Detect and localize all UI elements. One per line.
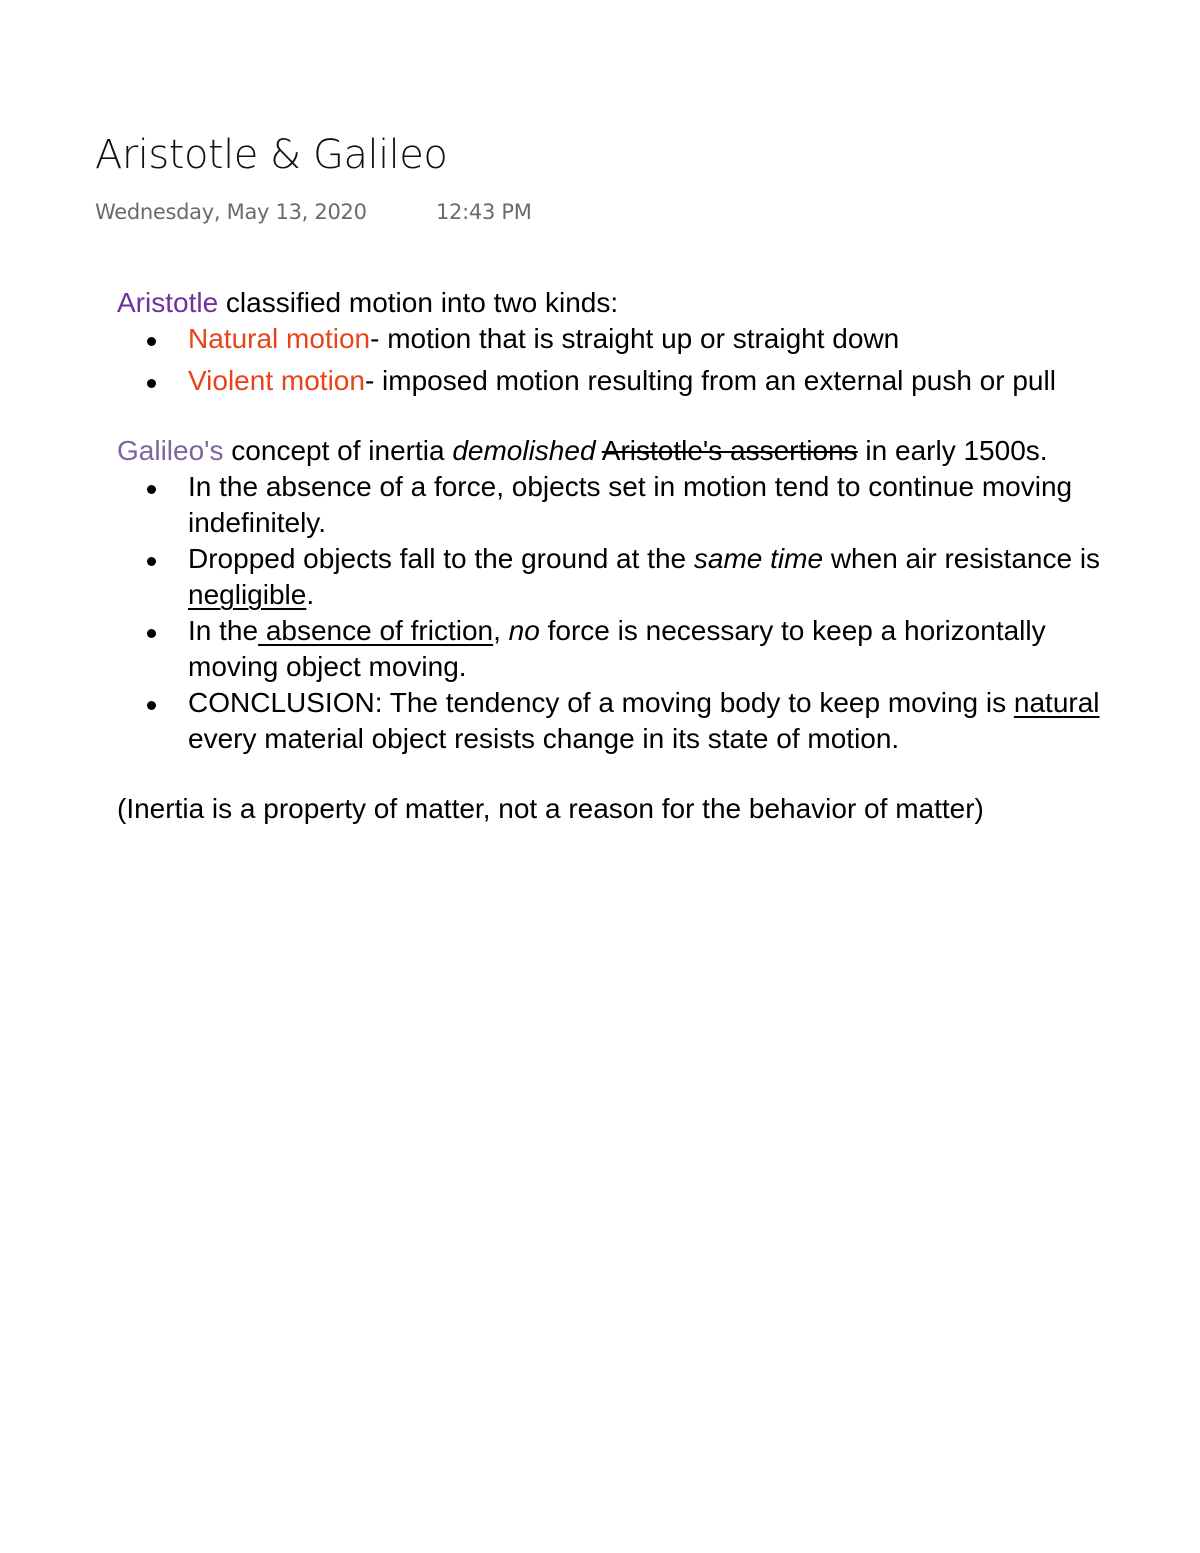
page-date: Wednesday, May 13, 2020	[95, 200, 367, 224]
aristotle-intro-text: classified motion into two kinds:	[218, 287, 619, 318]
violent-motion-text: - imposed motion resulting from an external push or pull	[364, 365, 1056, 396]
galileo-intro-text-a: concept of inertia	[223, 435, 453, 466]
bullet-line	[188, 613, 1200, 649]
bullet-line	[188, 685, 1200, 721]
text-run: .	[306, 579, 315, 610]
galileo-intro	[117, 433, 1200, 469]
underlined-text: negligible	[188, 579, 307, 610]
galileo-intro-italic: demolished	[452, 435, 596, 466]
natural-motion-term: Natural motion	[188, 323, 371, 354]
list-item	[117, 613, 1200, 685]
galileo-name: Galileo's	[117, 435, 224, 466]
aristotle-name: Aristotle	[117, 287, 219, 318]
bullet-icon	[147, 701, 156, 710]
bullet-line: moving object moving.	[188, 651, 467, 682]
bullet-line: every material object resists change in its state of motion.	[188, 723, 900, 754]
bullet-line: In the absence of a force, objects set in motion tend to continue moving	[188, 471, 1073, 502]
underlined-text: natural	[1013, 687, 1100, 718]
galileo-intro-text-b: in early 1500s.	[857, 435, 1048, 466]
text-run: ,	[493, 615, 509, 646]
spacer	[117, 757, 1200, 791]
text-run: In the	[188, 615, 259, 646]
list-item	[117, 685, 1200, 757]
bullet-line	[188, 541, 1200, 577]
spacer	[117, 399, 1200, 433]
page-time: 12:43 PM	[436, 200, 532, 224]
list-item	[117, 363, 1200, 399]
underlined-text: absence of friction	[258, 615, 494, 646]
list-item	[117, 541, 1200, 613]
bullet-line: indefinitely.	[188, 507, 327, 538]
text-run: Dropped objects fall to the ground at the	[188, 543, 694, 574]
violent-motion-term: Violent motion	[188, 365, 365, 396]
text-run: when air resistance is	[823, 543, 1101, 574]
aristotle-intro	[117, 285, 1200, 321]
text-run: force is necessary to keep a horizontally	[539, 615, 1046, 646]
bullet-icon	[147, 629, 156, 638]
bullet-icon	[147, 337, 156, 346]
list-item	[117, 321, 1200, 357]
text-run: CONCLUSION: The tendency of a moving body to keep moving is	[188, 687, 1014, 718]
bullet-line	[188, 577, 1200, 613]
aristotle-bullet-list	[117, 321, 1200, 399]
italic-text: same time	[693, 543, 824, 574]
bullet-icon	[147, 557, 156, 566]
bullet-icon	[147, 485, 156, 494]
note-body	[117, 285, 1200, 827]
bullet-icon	[147, 379, 156, 388]
italic-text: no	[508, 615, 540, 646]
struck-text: Aristotle's assertions	[601, 435, 858, 466]
natural-motion-text: - motion that is straight up or straight down	[370, 323, 900, 354]
galileo-bullet-list	[117, 469, 1200, 757]
list-item	[117, 469, 1200, 541]
page-title: Aristotle & Galileo	[95, 132, 448, 178]
closing-note: (Inertia is a property of matter, not a reason for the behavior of matter)	[117, 793, 984, 824]
